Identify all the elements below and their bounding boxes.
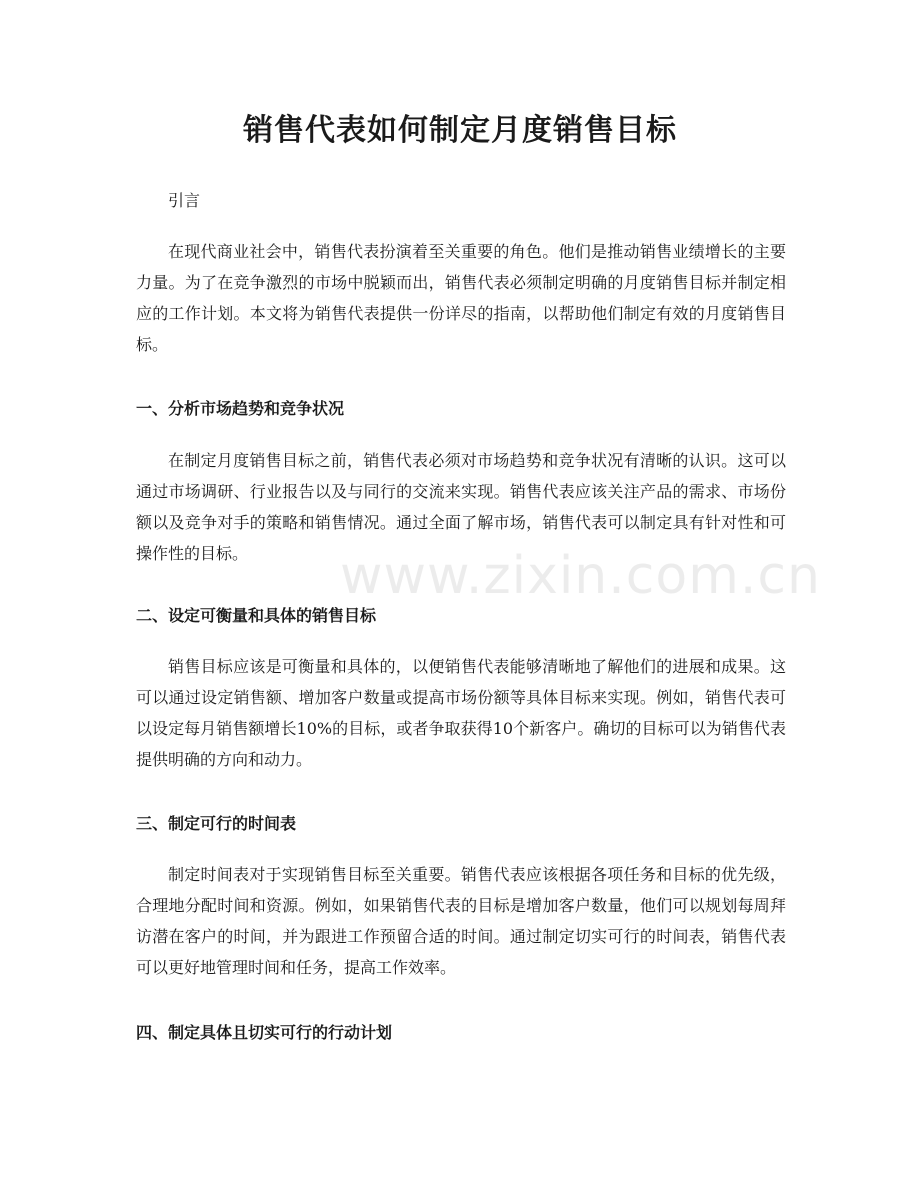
intro-paragraph: 在现代商业社会中，销售代表扮演着至关重要的角色。他们是推动销售业绩增长的主要力量。为了在竞争激烈的市场中脱颖而出，销售代表必须制定明确的月度销售目标并制定相应的工作计划。本文将为销售代表提供一份详尽的指南，以帮助他们制定有效的月度销售目标。 bbox=[136, 242, 786, 354]
intro-label: 引言 bbox=[168, 191, 201, 210]
watermark: www.zixin.com.cn bbox=[340, 546, 821, 606]
section-1-paragraph: 在制定月度销售目标之前，销售代表必须对市场趋势和竞争状况有清晰的认识。这可以通过市场调研、行业报告以及与同行的交流来实现。销售代表应该关注产品的需求、市场份额以及竞争对手的策略和销售情况。通过全面了解市场，销售代表可以制定具有针对性和可操作性的目标。 bbox=[136, 451, 786, 563]
section-3-paragraph: 制定时间表对于实现销售目标至关重要。销售代表应该根据各项任务和目标的优先级，合理地分配时间和资源。例如，如果销售代表的目标是增加客户数量，他们可以规划每周拜访潜在客户的时间，并为跟进工作预留合适的时间。通过制定切实可行的时间表，销售代表可以更好地管理时间和任务，提高工作效率。 bbox=[136, 865, 786, 977]
document-title: 销售代表如何制定月度销售目标 bbox=[243, 113, 677, 148]
section-3-heading: 三、制定可行的时间表 bbox=[136, 814, 297, 833]
section-2-heading: 二、设定可衡量和具体的销售目标 bbox=[136, 606, 377, 625]
section-4-heading: 四、制定具体且切实可行的行动计划 bbox=[136, 1023, 393, 1042]
section-2-paragraph: 销售目标应该是可衡量和具体的，以便销售代表能够清晰地了解他们的进展和成果。这可以通过设定销售额、增加客户数量或提高市场份额等具体目标来实现。例如，销售代表可以设定每月销售额增长10%的目标，或者争取获得10个新客户。确切的目标可以为销售代表提供明确的方向和动力。 bbox=[136, 657, 786, 769]
section-1-heading: 一、分析市场趋势和竞争状况 bbox=[136, 399, 345, 418]
